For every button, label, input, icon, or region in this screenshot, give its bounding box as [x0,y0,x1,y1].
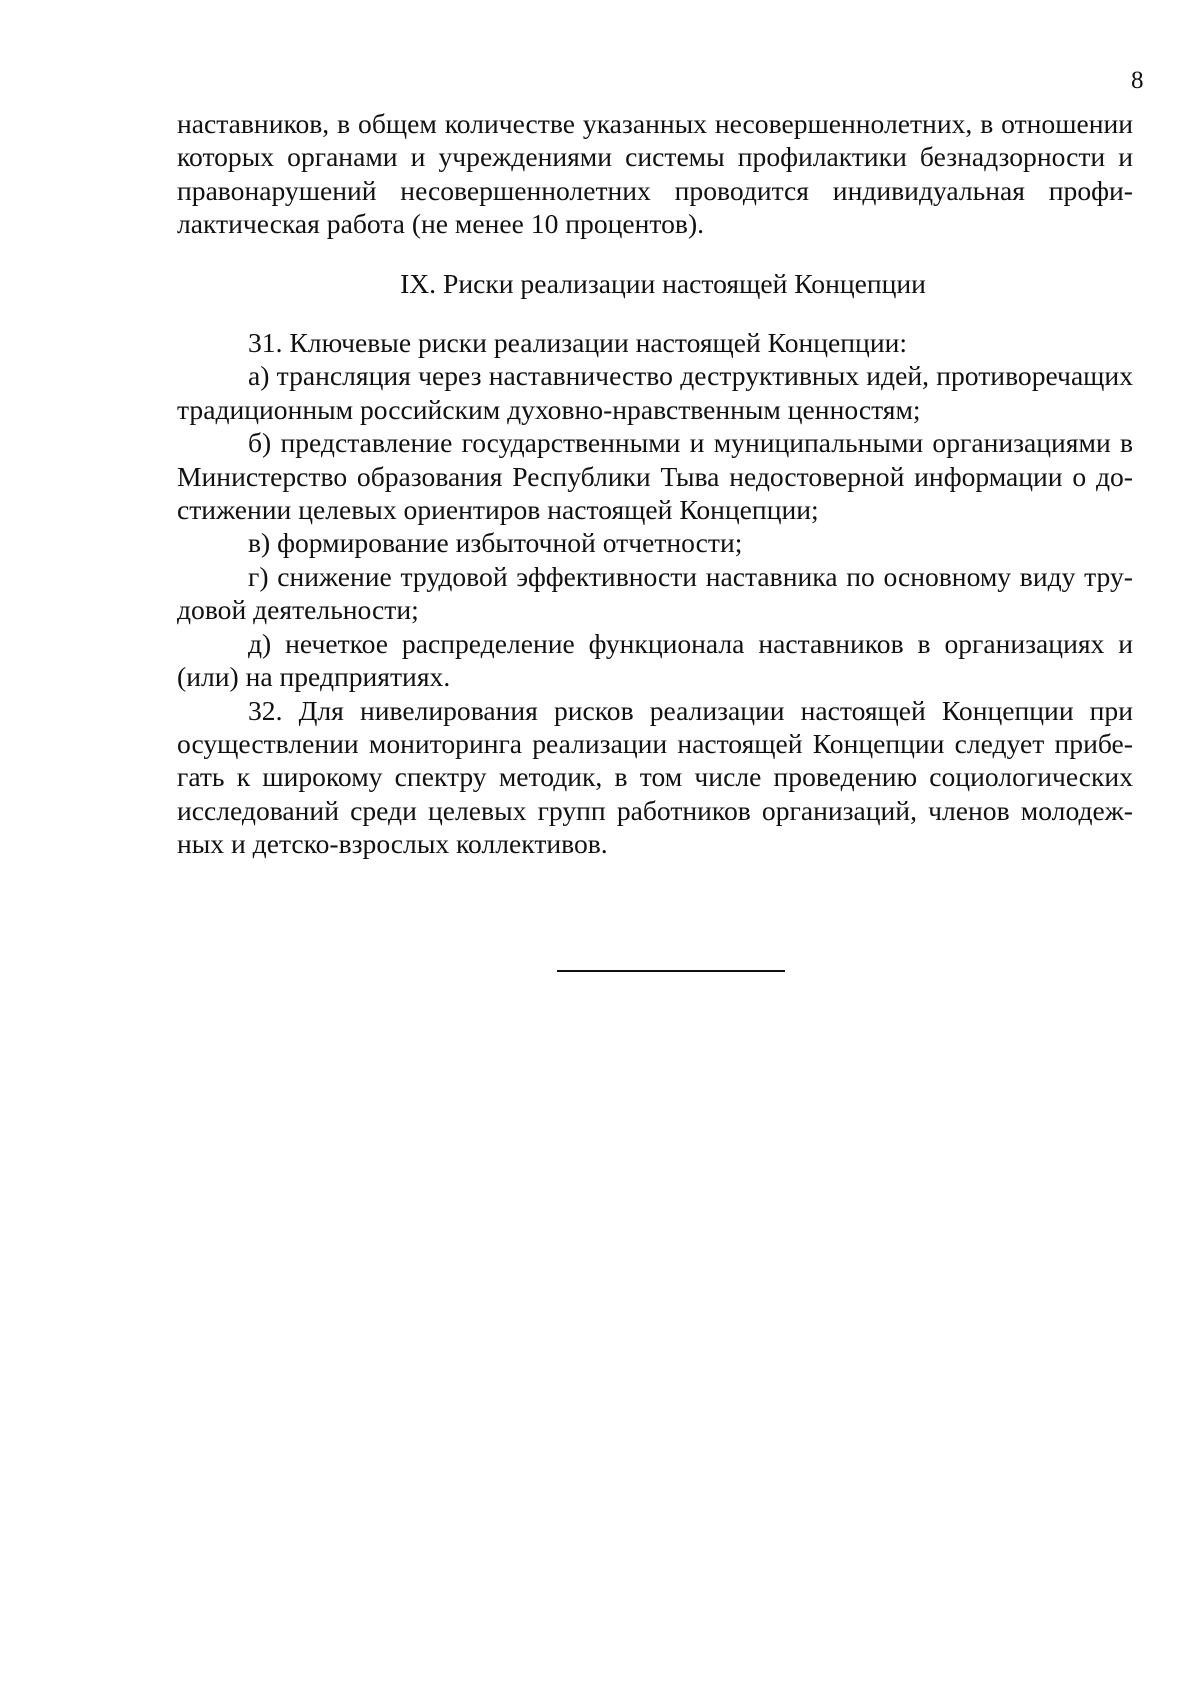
end-separator-line [557,970,785,972]
risk-item-a: а) трансляция через наставничество деструктивных идей, противоречащих традиционным российским духовно-нравственным ценностям; [177,360,1133,425]
risk-item-v: в) формирование избыточной отчетности; [248,527,743,559]
document-body [177,107,1133,861]
item-32-paragraph: 32. Для нивелирования рисков реализации настоящей Концепции при осуществлении мониторинга реализации настоящей Концепции следует прибегать к широкому спектру методик, в том числе проведению социологических исследований среди целевых групп работников организаций, членов молодежных и детско-взрослых коллективов. [177,694,1133,860]
risk-item-d: д) нечеткое распределение функционала наставников в организациях и (или) на предприятиях. [177,627,1133,693]
item-31-intro: 31. Ключевые риски реализации настоящей Концепции: [248,327,908,359]
risk-item-g: г) снижение трудовой эффективности наставника по основному виду трудовой деятельности; [177,560,1133,626]
page-number: 8 [1131,67,1144,94]
intro-paragraph: наставников, в общем количестве указанных несовершеннолетних, в отношении которых органами и учреждениями системы профилактики безнадзорности и правонарушений несовершеннолетних проводится индивидуальная профилактическая работа (не менее 10 процентов). [177,108,1133,240]
risk-item-b: б) представление государственными и муниципальными организациями в Министерство образования Республики Тыва недостоверной информации о достижении целевых ориентиров настоящей Концепции; [177,427,1133,526]
section-heading: IX. Риски реализации настоящей Концепции [400,267,926,299]
